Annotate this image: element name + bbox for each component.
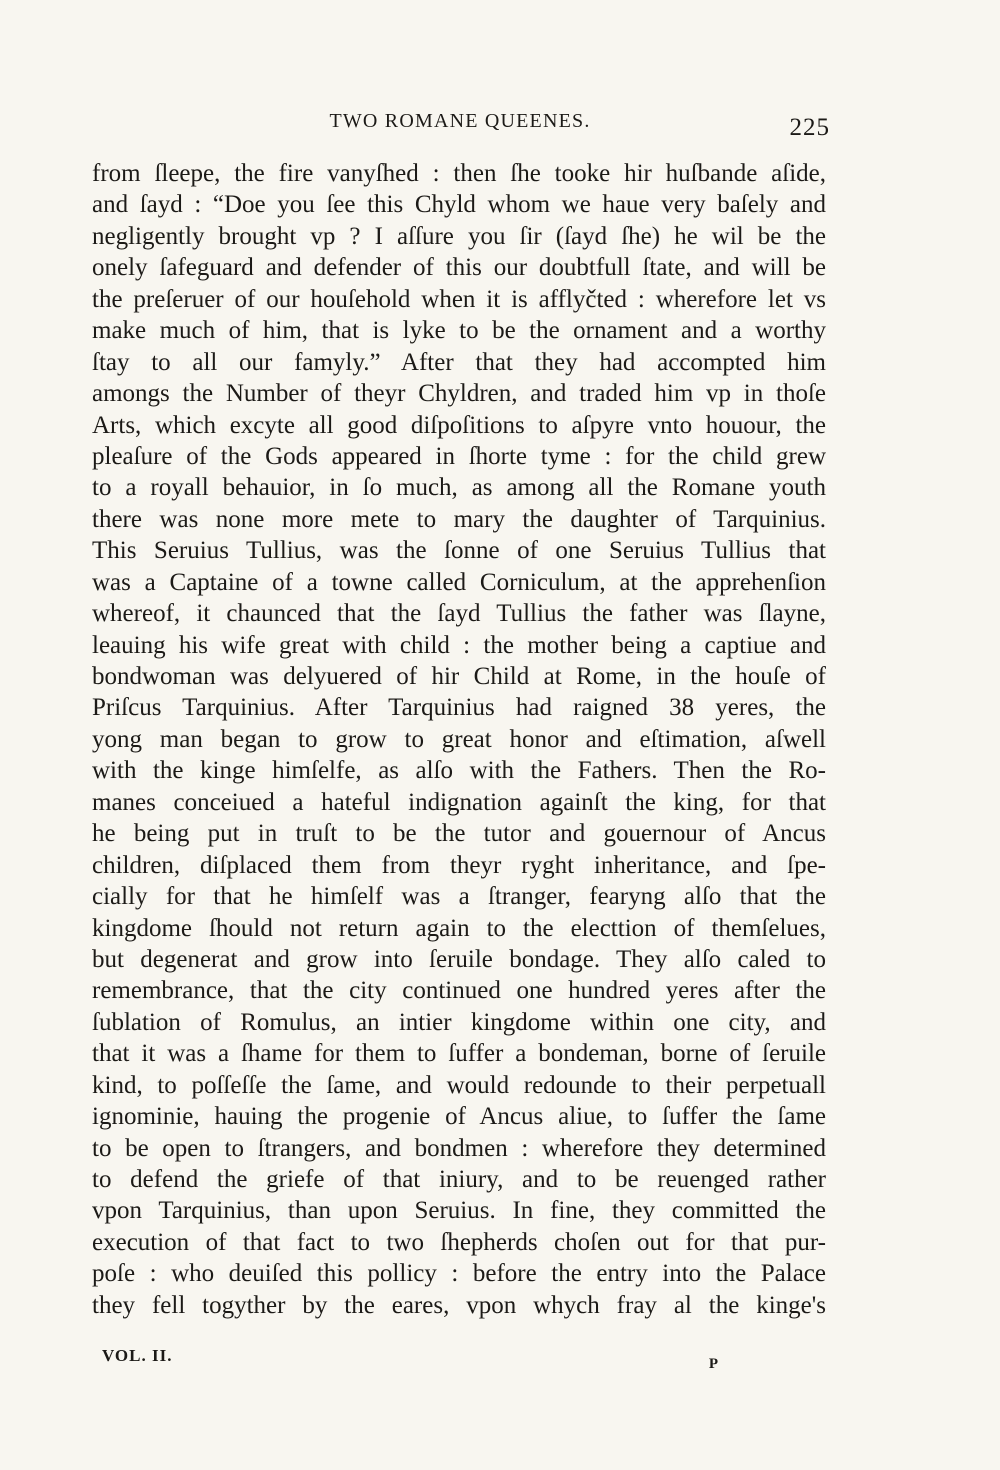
text-line: the preſeruer of our houſehold when it is afflyčted : wherefore let vs xyxy=(92,285,826,313)
text-line: ſublation of Romulus, an intier kingdome within one city, and xyxy=(92,1008,826,1036)
page-number: 225 xyxy=(789,114,830,141)
text-line: from ſleepe, the fire vanyſhed : then ſhe tooke hir huſbande aſide, xyxy=(92,160,826,187)
text-line: kingdome ſhould not return again to the electtion of themſelues, xyxy=(92,914,826,942)
running-title: TWO ROMANE QUEENES. xyxy=(329,110,591,132)
text-line: cially for that he himſelf was a ſtranger, fearyng alſo that the xyxy=(92,883,826,911)
text-line: children, diſplaced them from theyr ryght inheritance, and ſpe- xyxy=(92,851,826,879)
text-line: kind, to poſſeſſe the ſame, and would redounde to their perpetuall xyxy=(92,1071,826,1099)
text-line: to a royall behauior, in ſo much, as among all the Romane youth xyxy=(92,474,826,502)
text-line: execution of that fact to two ſhepherds choſen out for that pur- xyxy=(92,1228,826,1256)
text-line: there was none more mete to mary the daughter of Tarquinius. xyxy=(92,505,826,533)
text-line: to defend the griefe of that iniury, and to be reuenged rather xyxy=(92,1166,826,1193)
text-line: negligently brought vp ? I aſſure you ſir (ſayd ſhe) he wil be the xyxy=(92,222,826,250)
text-line: was a Captaine of a towne called Corniculum, at the apprehenſion xyxy=(92,568,826,596)
body-text xyxy=(92,158,826,1321)
text-line: This Seruius Tullius, was the ſonne of one Seruius Tullius that xyxy=(92,537,826,565)
text-line: with the kinge himſelfe, as alſo with the Fathers. Then the Ro- xyxy=(92,757,826,785)
text-line: remembrance, that the city continued one hundred yeres after the xyxy=(92,977,826,1005)
signature-mark: P xyxy=(708,1356,718,1372)
text-line: whereof, it chaunced that the ſayd Tullius the father was ſlayne, xyxy=(92,600,826,628)
page-footer xyxy=(96,1346,718,1374)
text-line: Priſcus Tarquinius. After Tarquinius had raigned 38 yeres, the xyxy=(92,694,826,722)
text-line: manes conceiued a hateful indignation againſt the king, for that xyxy=(92,788,826,816)
text-line: vpon Tarquinius, than upon Seruius. In fine, they committed the xyxy=(92,1197,826,1225)
text-line: pleaſure of the Gods appeared in ſhorte tyme : for the child grew xyxy=(92,442,826,470)
text-line: amongs the Number of theyr Chyldren, and traded him vp in thoſe xyxy=(92,380,826,408)
text-line: bondwoman was delyuered of hir Child at Rome, in the houſe of xyxy=(92,663,826,690)
text-line: yong man began to grow to great honor and eſtimation, aſwell xyxy=(92,725,826,753)
text-line: leauing his wife great with child : the mother being a captiue and xyxy=(92,631,826,659)
text-line: to be open to ſtrangers, and bondmen : wherefore they determined xyxy=(92,1134,826,1162)
text-line: ignominie, hauing the progenie of Ancus aliue, to ſuffer the ſame xyxy=(92,1103,826,1131)
volume-label: VOL. II. xyxy=(102,1346,173,1365)
text-line: but degenerat and grow into ſeruile bondage. They alſo caled to xyxy=(92,945,826,973)
text-line: make much of him, that is lyke to be the ornament and a worthy xyxy=(92,317,826,345)
text-line: ſtay to all our famyly.” After that they had accompted him xyxy=(92,348,826,376)
text-line: and ſayd : “Doe you ſee this Chyld whom we haue very baſely and xyxy=(92,191,826,219)
text-line: that it was a ſhame for them to ſuffer a bondeman, borne of ſeruile xyxy=(92,1040,826,1068)
text-line: onely ſafeguard and defender of this our doubtfull ſtate, and will be xyxy=(92,254,826,282)
text-line: they fell togyther by the eares, vpon whych fray al the kinge's xyxy=(92,1291,826,1319)
text-line: poſe : who deuiſed this pollicy : before the entry into the Palace xyxy=(92,1260,826,1288)
running-head xyxy=(90,106,830,146)
text-line: he being put in truſt to be the tutor and gouernour of Ancus xyxy=(92,820,826,848)
text-line: Arts, which excyte all good diſpoſitions to aſpyre vnto houour, the xyxy=(92,411,826,439)
